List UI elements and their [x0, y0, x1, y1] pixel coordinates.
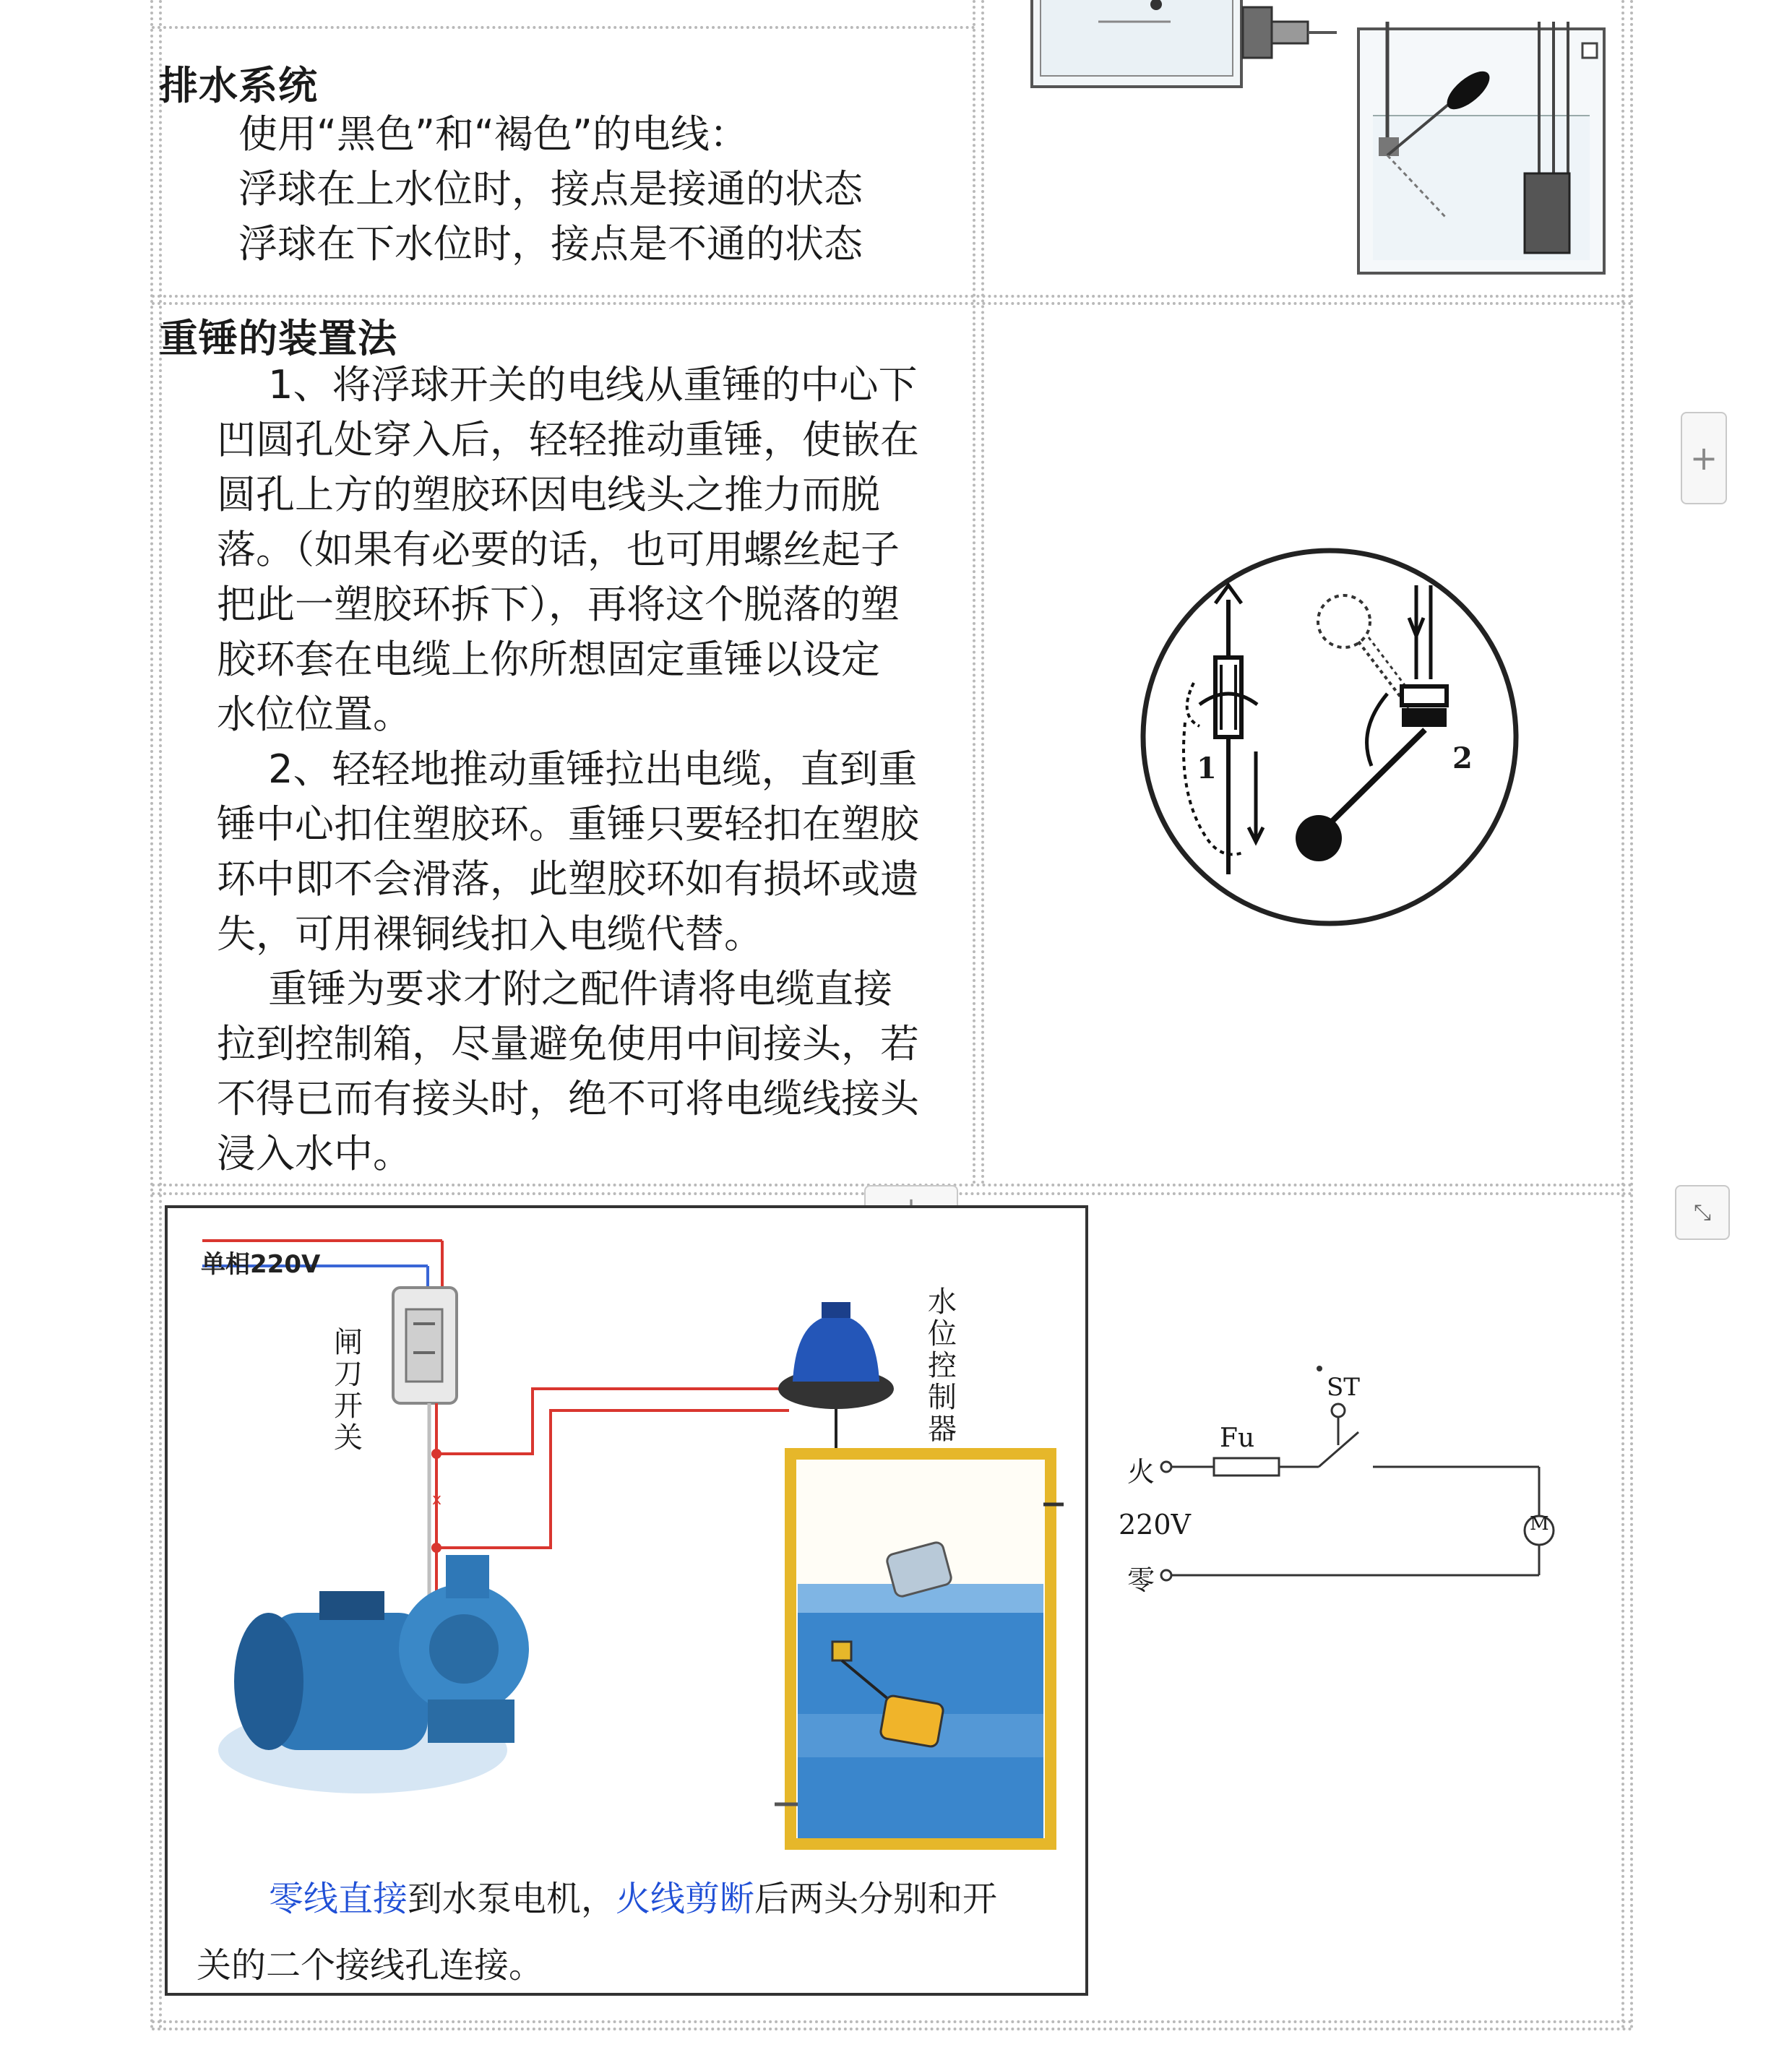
grid-line: [981, 0, 984, 1185]
weight-line: 1、将浮球开关的电线从重锤的中心下: [217, 362, 918, 408]
weight-line: 胶环套在电缆上你所想固定重锤以设定: [217, 637, 880, 682]
expand-icon[interactable]: ⤡: [1675, 1185, 1730, 1240]
grid-line: [152, 295, 1633, 298]
drainage-line: 浮球在上水位时，接点是接通的状态: [238, 166, 863, 212]
drainage-line: 使用“黑色”和“褐色”的电线：: [238, 111, 749, 157]
caption-neutral: 零线直接: [269, 1879, 408, 1919]
weight-title: 重锤的装置法: [159, 316, 397, 361]
controller-label-char: 控: [928, 1349, 957, 1382]
grid-line: [150, 0, 153, 2030]
weight-line: 水位位置。: [217, 692, 412, 737]
controller-label-char: 器: [928, 1413, 957, 1446]
circuit-fuse-label: Fu: [1220, 1423, 1255, 1453]
weight-line: 环中即不会滑落，此塑胶环如有损坏或遗: [217, 856, 919, 902]
drainage-line: 浮球在下水位时，接点是不通的状态: [238, 221, 863, 267]
weight-line: 失，可用裸铜线扣入电缆代替。: [217, 911, 763, 957]
weight-line: 圆孔上方的塑胶环因电线头之推力而脱: [217, 472, 880, 517]
grid-line: [1621, 0, 1624, 2030]
caption-text: 后两头分别和开: [754, 1879, 998, 1919]
diagram-label-1: 1: [1197, 751, 1217, 785]
drainage-title: 排水系统: [159, 63, 318, 108]
weight-line: 凹圆孔处穿入后，轻轻推动重锤，使嵌在: [217, 417, 919, 462]
grid-line: [973, 0, 975, 1185]
weight-line: 重锤为要求才附之配件请将电缆直接: [217, 966, 893, 1012]
weight-line: 不得已而有接头时，绝不可将电缆线接头: [217, 1076, 919, 1121]
grid-line: [152, 26, 975, 29]
grid-line: [152, 2020, 1633, 2023]
switch-label-char: 闸: [334, 1326, 363, 1359]
switch-label-char: 刀: [334, 1358, 363, 1391]
weight-line: 把此一塑胶环拆下），再将这个脱落的塑: [217, 582, 900, 627]
circuit-switch-label: ST: [1327, 1373, 1360, 1402]
power-label: 单相220V: [201, 1250, 321, 1279]
grid-line: [152, 302, 1633, 305]
drainage-text: [238, 107, 863, 272]
caption-live: 火线剪断: [616, 1879, 755, 1919]
circuit-motor-label: M: [1530, 1513, 1549, 1535]
weight-line: 浸入水中。: [217, 1131, 412, 1176]
switch-label-char: 关: [334, 1421, 363, 1455]
weight-line: 落。（如果有必要的话，也可用螺丝起子: [217, 527, 900, 572]
circuit-live-label: 火: [1127, 1456, 1155, 1488]
circuit-voltage-label: 220V: [1119, 1509, 1191, 1541]
weight-line: 锤中心扣住塑胶环。重锤只要轻扣在塑胶: [217, 801, 919, 847]
controller-label-char: 水: [928, 1285, 957, 1319]
grid-line: [159, 0, 162, 2030]
weight-line: 2、轻轻地推动重锤拉出电缆，直到重: [217, 746, 918, 792]
grid-line: [1630, 0, 1633, 2030]
diagram-label-2: 2: [1452, 741, 1473, 775]
grid-line: [152, 2028, 1633, 2030]
weight-text: [217, 358, 919, 1181]
circuit-neutral-label: 零: [1127, 1564, 1155, 1596]
controller-label-char: 制: [928, 1381, 957, 1414]
svg-text:x: x: [432, 1491, 442, 1509]
wiring-caption: [269, 1866, 997, 1932]
wiring-caption-line2: 关的二个接线孔连接。: [197, 1945, 544, 1986]
caption-text: 到水泵电机，: [408, 1879, 616, 1919]
add-button[interactable]: +: [1681, 412, 1727, 504]
weight-diagram: [1127, 535, 1532, 939]
drainage-tank-illustration: [1012, 0, 1633, 289]
knife-switch-label: [332, 1327, 364, 1454]
controller-label: [926, 1286, 958, 1445]
switch-label-char: 开: [334, 1390, 363, 1423]
weight-line: 拉到控制箱，尽量避免使用中间接头，若: [217, 1021, 919, 1067]
controller-label-char: 位: [928, 1317, 957, 1350]
